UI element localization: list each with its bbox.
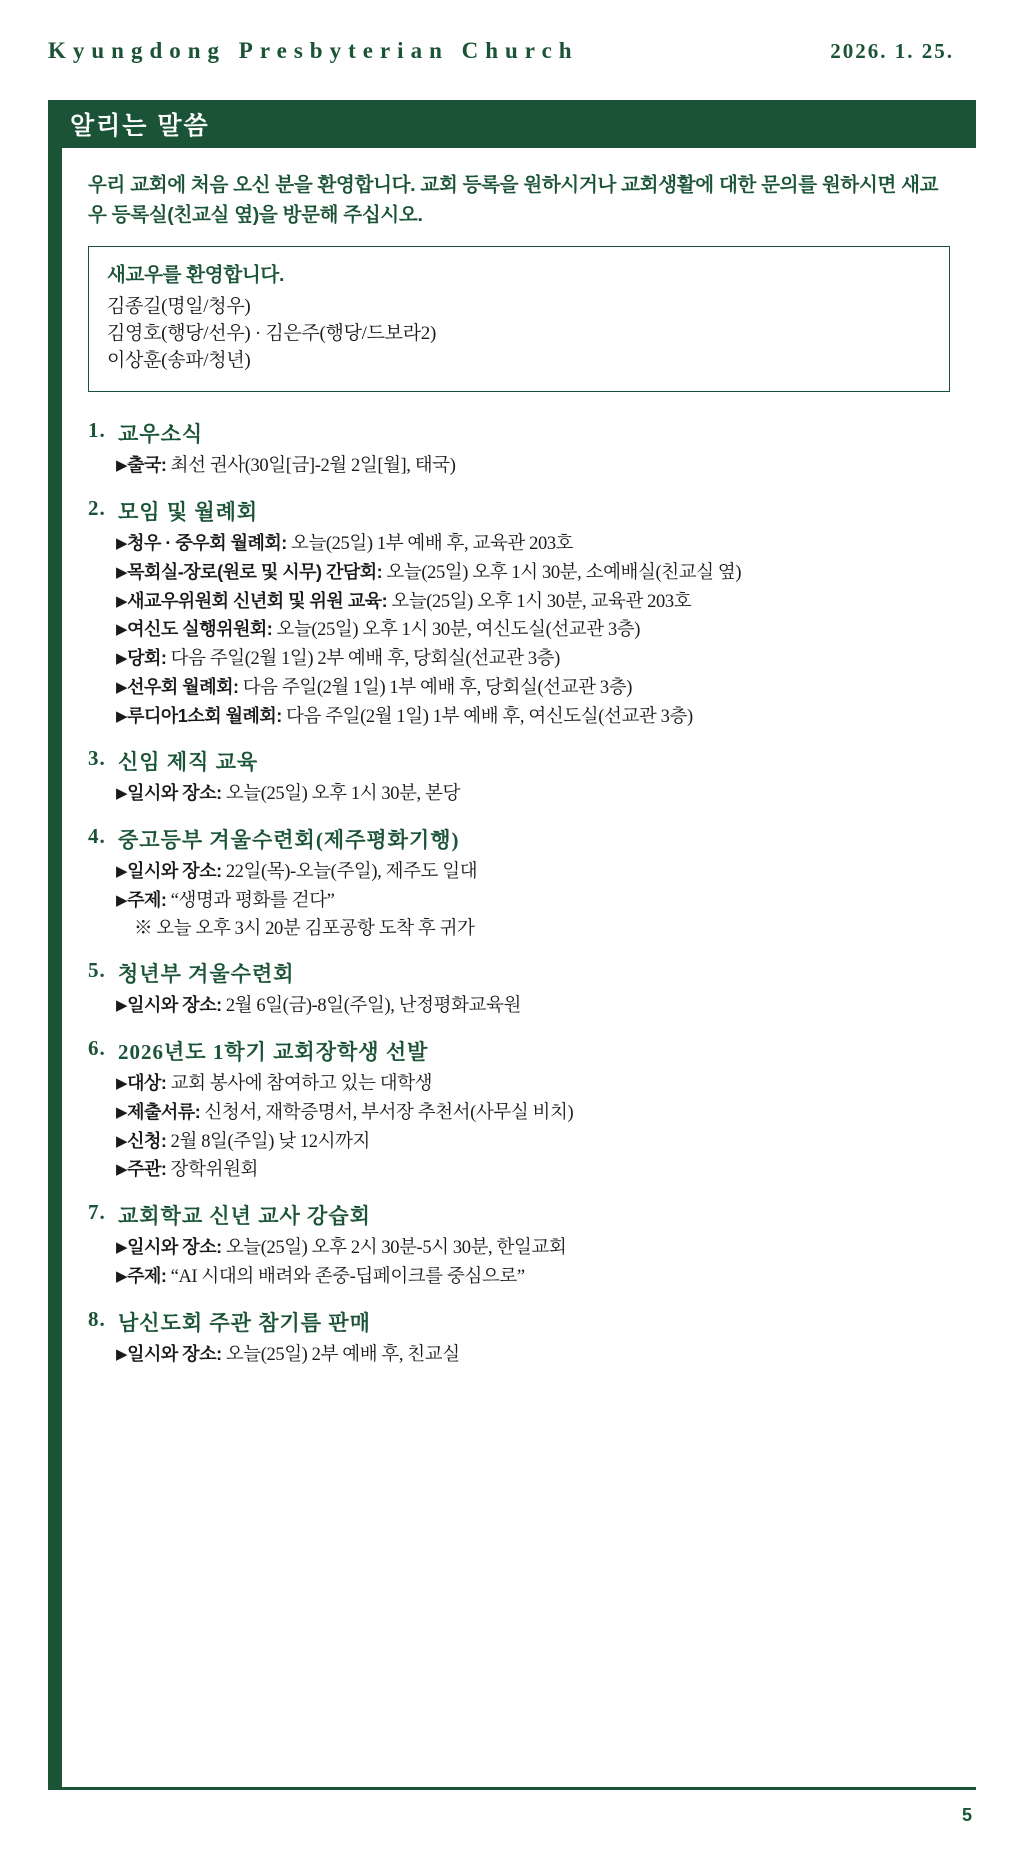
detail-text: “AI 시대의 배려와 존중-딥페이크를 중심으로” [170, 1266, 525, 1287]
announcement-note [88, 916, 950, 944]
detail-text: 다음 주일(2월 1일) 1부 예배 후, 당회실(선교관 3층) [242, 677, 632, 698]
announcement-detail [88, 452, 950, 481]
detail-text: 오늘(25일) 1부 예배 후, 교육관 203호 [290, 534, 574, 555]
bullet-arrow-icon: ▶ [116, 593, 128, 610]
bullet-arrow-icon: ▶ [116, 536, 128, 553]
announcement-item [88, 824, 950, 943]
bullet-arrow-icon: ▶ [116, 1268, 128, 1285]
detail-label: 목회실-장로(원로 및 시무) 간담회: [127, 561, 383, 582]
detail-text: 오늘(25일) 오후 1시 30분, 교육관 203호 [391, 591, 692, 612]
bullet-arrow-icon: ▶ [116, 1076, 128, 1093]
bullet-arrow-icon: ▶ [116, 622, 128, 639]
note-text: ※ 오늘 오후 3시 20분 김포공항 도착 후 귀가 [134, 918, 475, 939]
detail-text: 오늘(25일) 오후 1시 30분, 소예배실(친교실 옆) [386, 562, 742, 583]
detail-label: 선우회 월례회: [127, 676, 239, 697]
announcement-heading [88, 1036, 950, 1066]
issue-date: 2026. 1. 25. [830, 39, 954, 63]
detail-label: 일시와 장소: [127, 1343, 222, 1364]
bullet-arrow-icon: ▶ [116, 1162, 128, 1179]
item-number: 4. [88, 824, 106, 849]
new-member-line: 김종길(명일/청우) [107, 296, 251, 318]
intro-paragraph: 우리 교회에 처음 오신 분을 환영합니다. 교회 등록을 원하시거나 교회생활에 대한 문의를 원하시면 새교우 등록실(친교실 옆)을 방문해 주십시오. [88, 174, 939, 227]
item-title: 신임 제직 교육 [118, 750, 259, 775]
detail-text: 2월 8일(주일) 낮 12시까지 [170, 1131, 371, 1152]
announcement-heading [88, 496, 950, 526]
bullet-arrow-icon: ▶ [116, 1240, 128, 1257]
detail-text: “생명과 평화를 걷다” [170, 890, 335, 911]
detail-text: 다음 주일(2월 1일) 1부 예배 후, 여신도실(선교관 3층) [285, 706, 693, 727]
bullet-arrow-icon: ▶ [116, 786, 128, 803]
announcement-detail [88, 674, 950, 703]
item-title: 남신도회 주관 참기름 판매 [118, 1310, 371, 1335]
bullet-arrow-icon: ▶ [116, 864, 128, 881]
item-number: 3. [88, 746, 106, 771]
item-number: 6. [88, 1036, 106, 1061]
announcements-content [62, 148, 976, 1384]
section-title: 알리는 말씀 [70, 112, 210, 140]
bullet-arrow-icon: ▶ [116, 1133, 128, 1150]
detail-label: 신청: [127, 1130, 167, 1151]
announcement-detail [88, 1263, 950, 1292]
section-title-band [48, 100, 976, 148]
detail-label: 여신도 실행위원회: [127, 619, 273, 640]
announcement-detail [88, 992, 950, 1021]
announcement-heading [88, 1307, 950, 1337]
detail-text: 오늘(25일) 오후 1시 30분, 여신도실(선교관 3층) [276, 620, 641, 641]
detail-text: 최선 권사(30일[금]-2월 2일[월], 태국) [170, 456, 456, 477]
detail-label: 청우 · 중우회 월례회: [127, 533, 287, 554]
bullet-arrow-icon: ▶ [116, 998, 128, 1015]
announcement-detail [88, 1156, 950, 1185]
announcement-item [88, 958, 950, 1021]
item-title: 2026년도 1학기 교회장학생 선발 [118, 1040, 429, 1065]
new-members-box [88, 246, 950, 392]
announcement-heading [88, 1200, 950, 1230]
announcement-detail [88, 588, 950, 617]
detail-label: 새교우위원회 신년회 및 위원 교육: [127, 590, 388, 611]
detail-text: 오늘(25일) 오후 1시 30분, 본당 [225, 784, 460, 805]
announcement-item [88, 1200, 950, 1292]
detail-label: 일시와 장소: [127, 783, 222, 804]
item-number: 1. [88, 418, 106, 443]
announcement-item [88, 1307, 950, 1370]
bullet-arrow-icon: ▶ [116, 564, 128, 581]
announcement-detail [88, 1099, 950, 1128]
announcement-item [88, 746, 950, 809]
item-number: 5. [88, 958, 106, 983]
page-number: 5 [961, 1805, 972, 1825]
announcement-detail [88, 1070, 950, 1099]
bullet-arrow-icon: ▶ [116, 1346, 128, 1363]
announcement-detail [88, 703, 950, 732]
announcement-detail [88, 858, 950, 887]
detail-text: 교회 봉사에 참여하고 있는 대학생 [170, 1074, 433, 1095]
item-number: 2. [88, 496, 106, 521]
announcement-detail [88, 1234, 950, 1263]
bullet-arrow-icon: ▶ [116, 892, 128, 909]
announcement-heading [88, 746, 950, 776]
detail-label: 주제: [127, 889, 167, 910]
detail-text: 오늘(25일) 2부 예배 후, 친교실 [225, 1344, 460, 1365]
bullet-arrow-icon: ▶ [116, 458, 128, 475]
announcement-detail [88, 1341, 950, 1370]
item-title: 교우소식 [118, 422, 204, 447]
detail-label: 제출서류: [127, 1101, 201, 1122]
announcement-item [88, 1036, 950, 1185]
detail-text: 다음 주일(2월 1일) 2부 예배 후, 당회실(선교관 3층) [170, 649, 560, 670]
bullet-arrow-icon: ▶ [116, 1104, 128, 1121]
detail-label: 일시와 장소: [127, 995, 222, 1016]
detail-text: 오늘(25일) 오후 2시 30분-5시 30분, 한일교회 [225, 1238, 567, 1259]
announcement-detail [88, 780, 950, 809]
detail-label: 주관: [127, 1159, 167, 1180]
item-title: 모임 및 월례회 [118, 500, 259, 525]
bullet-arrow-icon: ▶ [116, 651, 128, 668]
detail-label: 일시와 장소: [127, 861, 222, 882]
new-members-title: 새교우를 환영합니다. [107, 264, 285, 287]
new-member-line: 김영호(행당/선우) · 김은주(행당/드보라2) [107, 323, 437, 345]
page-header [48, 38, 976, 78]
new-member-line: 이상훈(송파/청년) [107, 350, 251, 372]
announcement-detail [88, 887, 950, 916]
announcement-detail [88, 530, 950, 559]
announcement-detail [88, 1128, 950, 1157]
detail-label: 일시와 장소: [127, 1237, 222, 1258]
announcement-item [88, 496, 950, 731]
announcement-detail [88, 616, 950, 645]
detail-text: 2월 6일(금)-8일(주일), 난정평화교육원 [225, 996, 521, 1017]
announcement-item [88, 418, 950, 481]
detail-text: 22일(목)-오늘(주일), 제주도 일대 [225, 862, 478, 883]
announcement-detail [88, 559, 950, 588]
detail-label: 출국: [127, 455, 167, 476]
detail-text: 장학위원회 [170, 1160, 259, 1181]
detail-text: 신청서, 재학증명서, 부서장 추천서(사무실 비치) [204, 1102, 574, 1123]
detail-label: 대상: [127, 1073, 167, 1094]
announcement-heading [88, 958, 950, 988]
announcement-detail [88, 645, 950, 674]
item-title: 교회학교 신년 교사 강습회 [118, 1204, 371, 1229]
item-title: 중고등부 겨울수련회(제주평화기행) [118, 828, 460, 853]
item-number: 8. [88, 1306, 106, 1331]
announcement-heading [88, 418, 950, 448]
left-accent-bar [48, 100, 62, 1788]
item-title: 청년부 겨울수련회 [118, 962, 295, 987]
church-name: Kyungdong Presbyterian Church [48, 38, 579, 63]
footer-divider [48, 1787, 976, 1790]
detail-label: 루디아1소회 월례회: [127, 705, 282, 726]
detail-label: 주제: [127, 1265, 167, 1286]
item-number: 7. [88, 1200, 106, 1225]
bullet-arrow-icon: ▶ [116, 679, 128, 696]
announcement-heading [88, 824, 950, 854]
detail-label: 당회: [127, 648, 167, 669]
bullet-arrow-icon: ▶ [116, 708, 128, 725]
